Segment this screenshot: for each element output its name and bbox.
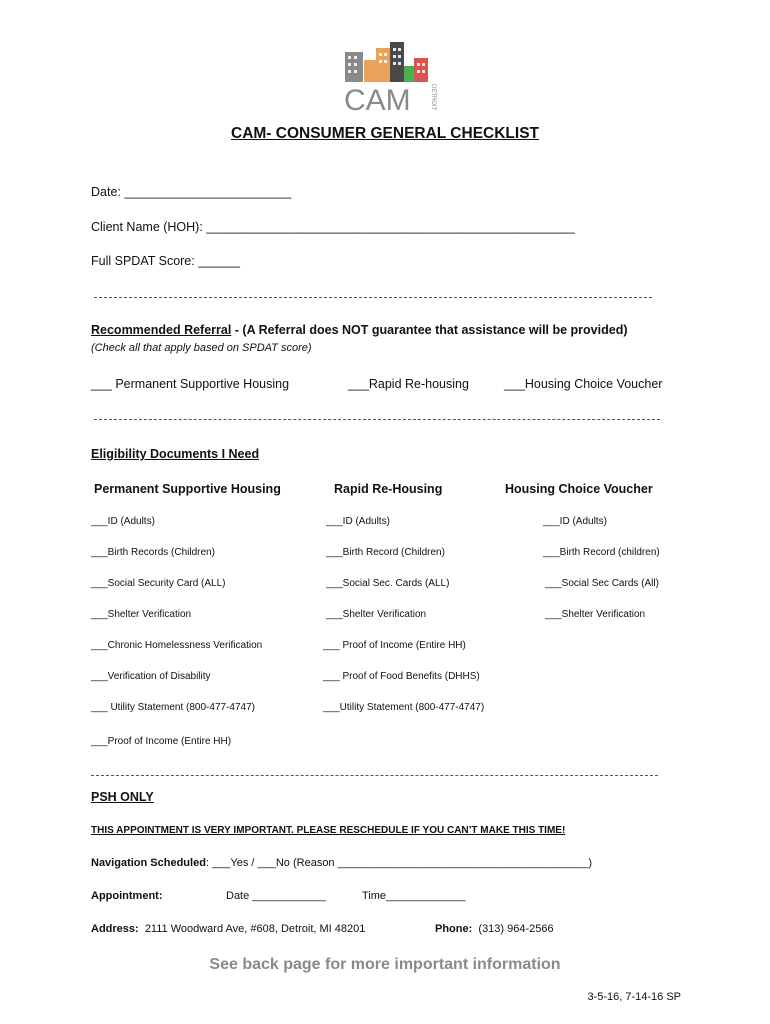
page-title: CAM- CONSUMER GENERAL CHECKLIST — [231, 125, 539, 142]
cam-logo — [340, 40, 440, 116]
psh-item[interactable]: ___ Utility Statement (800-477-4747) — [91, 702, 255, 713]
date-field[interactable]: Date: ________________________ — [91, 185, 292, 199]
referral-option-rrh[interactable]: ___Rapid Re-housing — [348, 377, 469, 391]
phone-value: (313) 964-2566 — [478, 923, 554, 935]
navigation-scheduled-row — [91, 857, 592, 869]
psh-item[interactable]: ___Verification of Disability — [91, 671, 211, 682]
hcv-item[interactable]: ___ID (Adults) — [543, 516, 607, 527]
column-header-psh: Permanent Supportive Housing — [94, 482, 281, 496]
appointment-label: Appointment: — [91, 890, 163, 902]
psh-item[interactable]: ___Shelter Verification — [91, 609, 192, 620]
back-page-note: See back page for more important information — [209, 956, 561, 973]
rrh-item[interactable]: ___Social Sec. Cards (ALL) — [326, 578, 450, 589]
rrh-item[interactable]: ___Birth Record (Children) — [326, 547, 445, 558]
psh-item[interactable]: ___Proof of Income (Entire HH) — [91, 736, 232, 747]
rrh-item[interactable]: ___ Proof of Food Benefits (DHHS) — [323, 671, 480, 682]
psh-item[interactable]: ___Birth Records (Children) — [91, 547, 215, 558]
client-name-field[interactable]: Client Name (HOH): _____________________________________________________ — [91, 220, 575, 234]
hcv-item[interactable]: ___Shelter Verification — [545, 609, 646, 620]
hcv-item[interactable]: ___Birth Record (children) — [543, 547, 660, 558]
psh-item[interactable]: ___Social Security Card (ALL) — [91, 578, 226, 589]
navigation-scheduled-options[interactable]: : ___Yes / ___No (Reason _________________________________________) — [205, 857, 593, 869]
divider — [94, 297, 652, 298]
important-notice: THIS APPOINTMENT IS VERY IMPORTANT. PLEASE RESCHEDULE IF YOU CAN’T MAKE THIS TIME! — [91, 825, 566, 836]
psh-item[interactable]: ___ID (Adults) — [91, 516, 155, 527]
hcv-item[interactable]: ___Social Sec Cards (All) — [545, 578, 659, 589]
phone-row — [435, 923, 554, 935]
revision-dates: 3-5-16, 7-14-16 SP — [587, 991, 681, 1003]
column-header-hcv: Housing Choice Voucher — [505, 482, 653, 496]
logo-side-text: DETROIT — [430, 84, 436, 111]
referral-heading-label: Recommended Referral — [91, 323, 232, 337]
referral-instruction: (Check all that apply based on SPDAT score) — [91, 342, 312, 354]
referral-option-hcv[interactable]: ___Housing Choice Voucher — [504, 377, 663, 391]
cam-logo-graphic — [340, 40, 440, 116]
appointment-time-field[interactable]: Time_____________ — [362, 890, 466, 902]
rrh-item[interactable]: ___ Proof of Income (Entire HH) — [323, 640, 466, 651]
spdat-score-field[interactable]: Full SPDAT Score: ______ — [91, 254, 240, 268]
eligibility-heading: Eligibility Documents I Need — [91, 447, 260, 461]
appointment-date-field[interactable]: Date ____________ — [226, 890, 326, 902]
referral-heading-note: - (A Referral does NOT guarantee that assistance will be provided) — [231, 323, 628, 337]
address-row — [91, 923, 365, 935]
navigation-scheduled-label: Navigation Scheduled — [91, 857, 206, 869]
divider — [91, 775, 658, 776]
phone-label: Phone: — [435, 923, 473, 935]
address-value: 2111 Woodward Ave, #608, Detroit, MI 48201 — [144, 923, 366, 935]
rrh-item[interactable]: ___ID (Adults) — [326, 516, 390, 527]
rrh-item[interactable]: ___Shelter Verification — [326, 609, 427, 620]
address-label: Address: — [91, 923, 139, 935]
rrh-item[interactable]: ___Utility Statement (800-477-4747) — [323, 702, 485, 713]
psh-item[interactable]: ___Chronic Homelessness Verification — [91, 640, 263, 651]
referral-heading — [91, 323, 628, 337]
psh-only-heading: PSH ONLY — [91, 790, 154, 804]
column-header-rrh: Rapid Re-Housing — [334, 482, 443, 496]
referral-option-psh[interactable]: ___ Permanent Supportive Housing — [91, 377, 290, 391]
divider — [94, 419, 660, 420]
logo-text: CAM — [344, 84, 411, 116]
